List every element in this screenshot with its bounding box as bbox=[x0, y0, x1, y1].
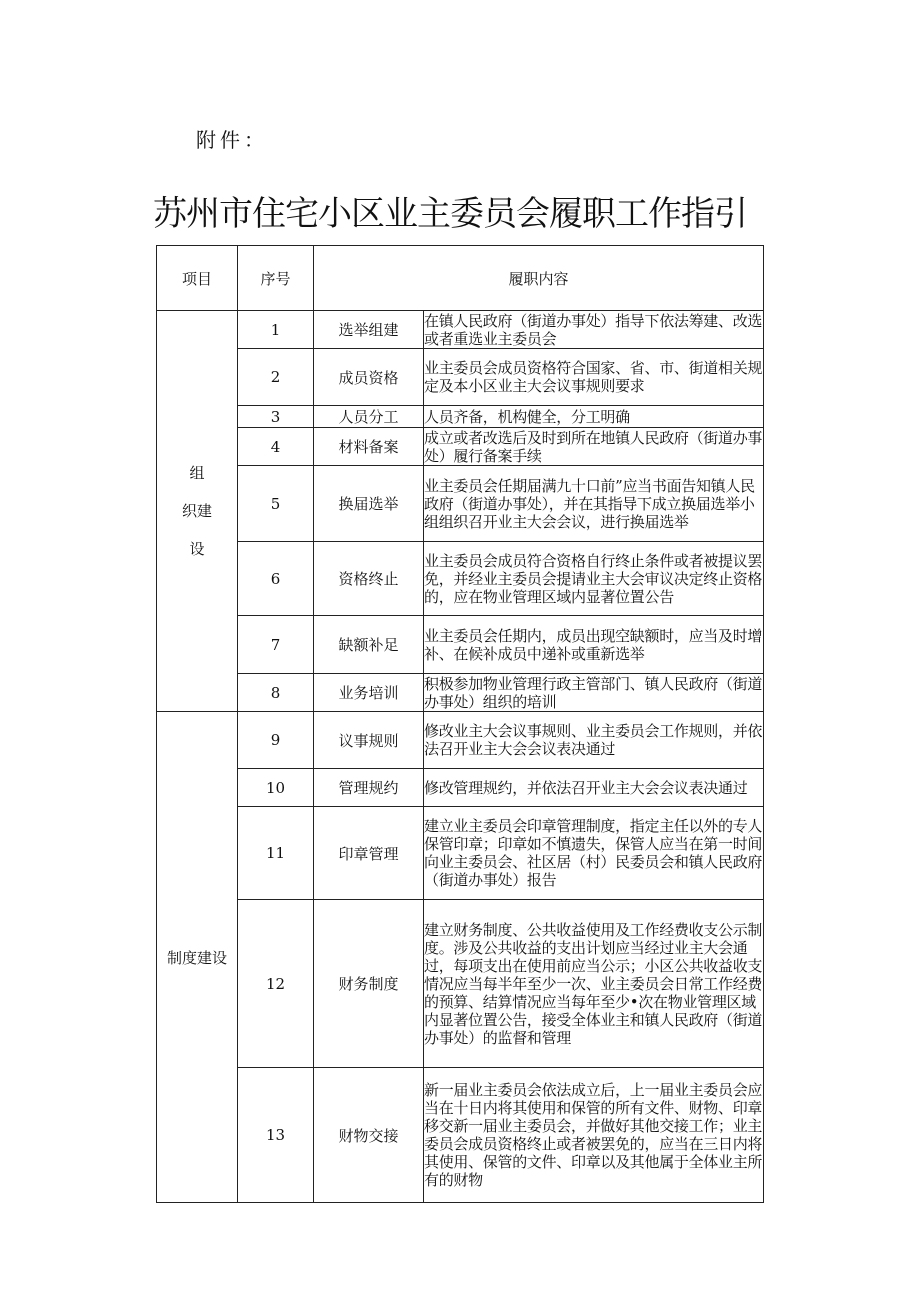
table-row bbox=[157, 769, 764, 807]
duty-guide-table bbox=[156, 245, 764, 1203]
row-item-name: 资格终止 bbox=[314, 542, 424, 616]
table-row bbox=[157, 466, 764, 542]
row-number: 10 bbox=[238, 769, 314, 807]
row-item-name: 缺额补足 bbox=[314, 616, 424, 674]
row-item-name: 人员分工 bbox=[314, 406, 424, 428]
row-number: 3 bbox=[238, 406, 314, 428]
row-content: 业主委员会成员资格符合国家、省、市、街道相关规定及本小区业主大会议事规则要求 bbox=[424, 349, 764, 406]
header-category: 项目 bbox=[157, 246, 238, 311]
table-row bbox=[157, 542, 764, 616]
row-content: 修改管理规约，并依法召开业主大会会议表决通过 bbox=[424, 769, 764, 807]
row-item-name: 财物交接 bbox=[314, 1068, 424, 1203]
category-line: 制度建设 bbox=[166, 948, 227, 967]
row-number: 6 bbox=[238, 542, 314, 616]
header-content: 履职内容 bbox=[314, 246, 764, 311]
table-row bbox=[157, 900, 764, 1068]
row-number: 12 bbox=[238, 900, 314, 1068]
row-number: 8 bbox=[238, 674, 314, 712]
category-cell-institution bbox=[157, 712, 238, 1203]
document-title: 苏州市住宅小区业主委员会履职工作指引 bbox=[153, 194, 747, 234]
category-line: 织建 bbox=[181, 502, 212, 520]
row-content: 人员齐备，机构健全，分工明确 bbox=[424, 406, 764, 428]
row-content: 积极参加物业管理行政主管部门、镇人民政府（街道办事处）组织的培训 bbox=[424, 674, 763, 711]
row-number: 2 bbox=[238, 349, 314, 406]
row-number: 11 bbox=[238, 807, 314, 900]
row-content: 在镇人民政府（街道办事处）指导下依法筹建、改选或者重选业主委员会 bbox=[424, 311, 763, 348]
category-line: 组 bbox=[189, 464, 205, 482]
table-row bbox=[157, 807, 764, 900]
row-content: 建立业主委员会印章管理制度，指定主任以外的专人保管印章；印章如不慎遗失，保管人应当在第一时间向业主委员会、社区居（村）民委员会和镇人民政府（街道办事处）报告 bbox=[424, 807, 764, 900]
table-row bbox=[157, 406, 764, 428]
row-item-name: 成员资格 bbox=[314, 349, 424, 406]
row-number: 4 bbox=[238, 428, 314, 466]
category-cell-organization bbox=[157, 311, 238, 712]
attachment-label: 附件： bbox=[196, 128, 268, 152]
row-item-name: 管理规约 bbox=[314, 769, 424, 807]
category-line: 设 bbox=[189, 540, 205, 558]
row-content: 业主委员会任期内，成员出现空缺额时，应当及时增补、在候补成员中递补或重新选举 bbox=[424, 616, 764, 674]
row-item-name: 换届选举 bbox=[314, 466, 424, 542]
table-row bbox=[157, 616, 764, 674]
row-number: 9 bbox=[238, 712, 314, 769]
row-item-name: 选举组建 bbox=[314, 311, 424, 349]
table-row bbox=[157, 311, 764, 349]
row-content: 新一届业主委员会依法成立后，上一届业主委员会应当在十日内将其使用和保管的所有文件、财物、印章移交新一届业主委员会，并做好其他交接工作；业主委员会成员资格终止或者被罢免的，应当在三日内将其使用、保管的文件、印章以及其他属于全体业主所有的财物 bbox=[424, 1068, 764, 1203]
table-row bbox=[157, 1068, 764, 1203]
row-content: 修改业主大会议事规则、业主委员会工作规则，并依法召开业主大会会议表决通过 bbox=[424, 712, 764, 769]
row-content: 业主委员会任期届满九十口前”应当书面告知镇人民政府（街道办事处），并在其指导下成立换届选举小组组织召开业主大会会议，进行换届选举 bbox=[424, 466, 764, 542]
header-row bbox=[157, 246, 764, 311]
row-item-name: 议事规则 bbox=[314, 712, 424, 769]
table-row bbox=[157, 674, 764, 712]
row-number: 1 bbox=[238, 311, 314, 349]
row-item-name: 业务培训 bbox=[314, 674, 424, 712]
row-item-name: 财务制度 bbox=[314, 900, 424, 1068]
row-content: 业主委员会成员符合资格自行终止条件或者被提议罢免，并经业主委员会提请业主大会审议决定终止资格的，应在物业管理区域内显著位置公告 bbox=[424, 542, 764, 616]
row-item-name: 材料备案 bbox=[314, 428, 424, 466]
table-row bbox=[157, 428, 764, 466]
row-number: 13 bbox=[238, 1068, 314, 1203]
row-item-name: 印章管理 bbox=[314, 807, 424, 900]
row-content: 成立或者改选后及时到所在地镇人民政府（街道办事处）履行备案手续 bbox=[424, 428, 763, 465]
row-number: 7 bbox=[238, 616, 314, 674]
table-row bbox=[157, 349, 764, 406]
header-number: 序号 bbox=[238, 246, 314, 311]
row-number: 5 bbox=[238, 466, 314, 542]
row-content: 建立财务制度、公共收益使用及工作经费收支公示制度。涉及公共收益的支出计划应当经过业主大会通过，每项支出在使用前应当公示；小区公共收益收支情况应当每半年至少一次、业主委员会日常工作经费的预算、结算情况应当每年至少•次在物业管理区域内显著位置公告，接受全体业主和镇人民政府（街道办事处）的监督和管理 bbox=[424, 900, 764, 1068]
table-row bbox=[157, 712, 764, 769]
